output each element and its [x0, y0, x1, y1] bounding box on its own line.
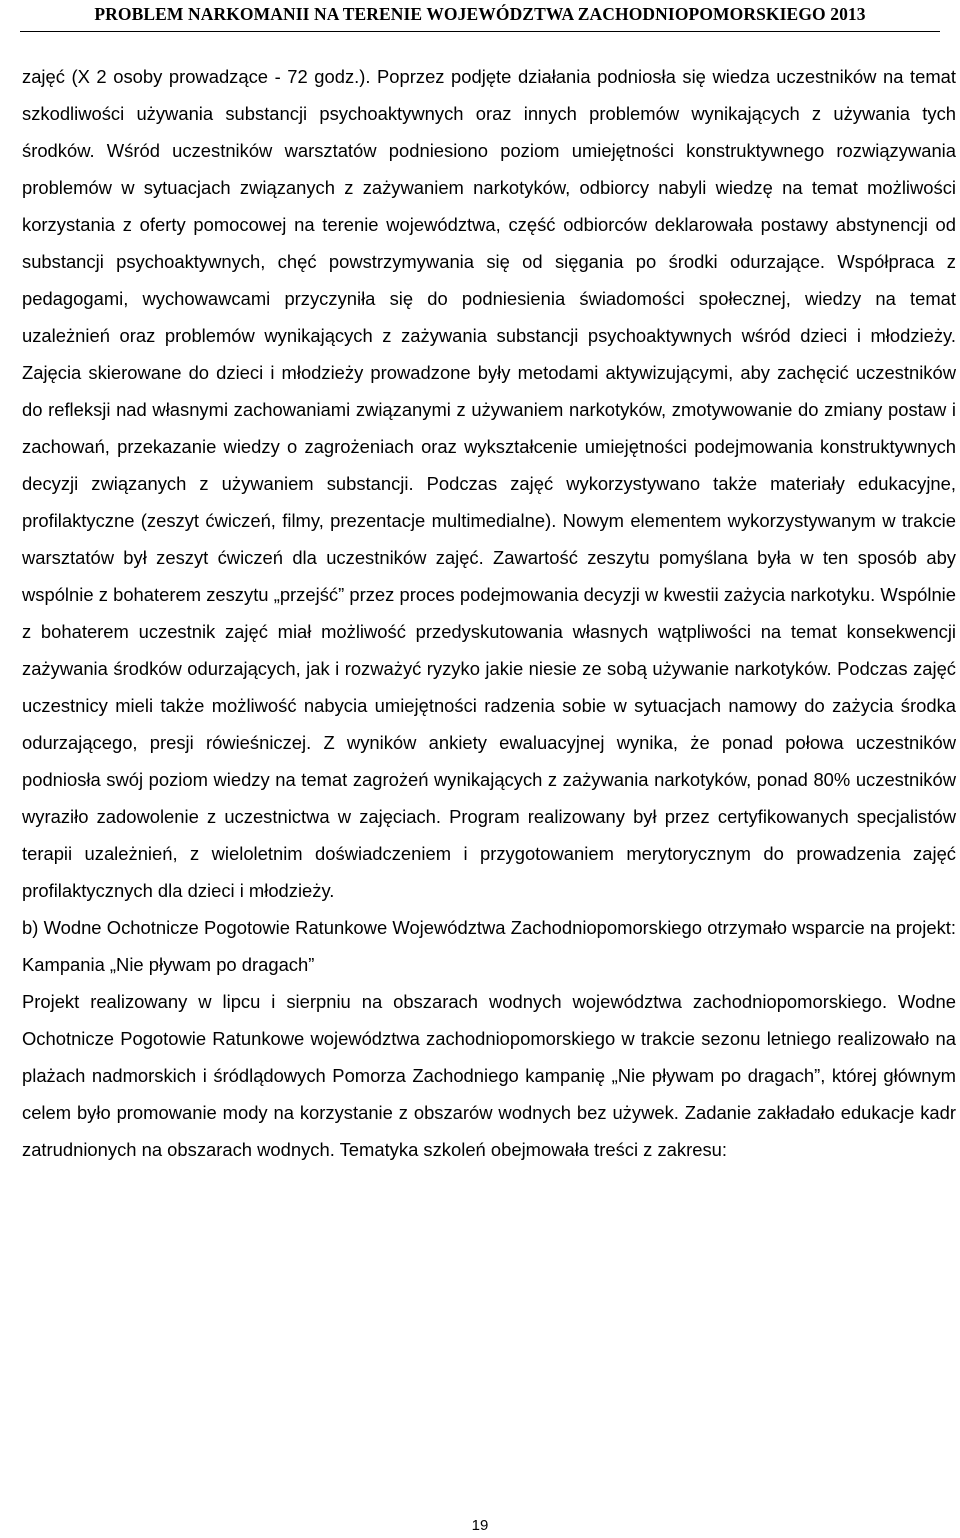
page-number: 19	[471, 1517, 489, 1534]
document-body	[22, 58, 956, 1168]
body-paragraph-project-description: Projekt realizowany w lipcu i sierpniu na obszarach wodnych województwa zachodniopomorskiego. Wodne Ochotnicze Pogotowie Ratunkowe województwa zachodniopomorskiego w trakcie sezonu letniego realizowało na plażach nadmorskich i śródlądowych Pomorza Zachodniego kampanię „Nie pływam po dragach”, której głównym celem było promowanie mody na korzystanie z obszarów wodnych bez używek. Zadanie zakładało edukacje kadr zatrudnionych na obszarach wodnych. Tematyka szkoleń obejmowała treści z zakresu:	[22, 991, 956, 1160]
body-paragraph-project-heading: b) Wodne Ochotnicze Pogotowie Ratunkowe Województwa Zachodniopomorskiego otrzymało wsparcie na projekt: Kampania „Nie pływam po dragach”	[22, 917, 956, 975]
body-paragraph-evaluation: zajęć (X 2 osoby prowadzące - 72 godz.). Poprzez podjęte działania podniosła się wiedza uczestników na temat szkodliwości używania substancji psychoaktywnych oraz innych problemów wynikających z używania tych środków. Wśród uczestników warsztatów podniesiono poziom umiejętności konstruktywnego rozwiązywania problemów w sytuacjach związanych z zażywaniem narkotyków, odbiorcy nabyli wiedzę na temat możliwości korzystania z oferty pomocowej na terenie województwa, część odbiorców deklarowała postawy abstynencji od substancji psychoaktywnych, chęć powstrzymywania się od sięgania po środki odurzające. Współpraca z pedagogami, wychowawcami przyczyniła się do podniesienia świadomości społecznej, wiedzy na temat uzależnień oraz problemów wynikających z zażywania substancji psychoaktywnych wśród dzieci i młodzieży. Zajęcia skierowane do dzieci i młodzieży prowadzone były metodami aktywizującymi, aby zachęcić uczestników do refleksji nad własnymi zachowaniami związanymi z używaniem narkotyków, zmotywowanie do zmiany postaw i zachowań, przekazanie wiedzy o zagrożeniach oraz wykształcenie umiejętności podejmowania konstruktywnych decyzji związanych z używaniem substancji. Podczas zajęć wykorzystywano także materiały edukacyjne, profilaktyczne (zeszyt ćwiczeń, filmy, prezentacje multimedialne). Nowym elementem wykorzystywanym w trakcie warsztatów był zeszyt ćwiczeń dla uczestników zajęć. Zawartość zeszytu pomyślana była w ten sposób aby wspólnie z bohaterem zeszytu „przejść” przez proces podejmowania decyzji w kwestii zażycia narkotyku. Wspólnie z bohaterem uczestnik zajęć miał możliwość przedyskutowania własnych wątpliwości na temat konsekwencji zażywania środków odurzających, jak i rozważyć ryzyko jakie niesie ze sobą używanie narkotyków. Podczas zajęć uczestnicy mieli także możliwość nabycia umiejętności radzenia sobie w sytuacjach namowy do zażycia środka odurzającego, presji rówieśniczej. Z wyników ankiety ewaluacyjnej wynika, że ponad połowa uczestników podniosła swój poziom wiedzy na temat zagrożeń wynikających z zażywania narkotyków, ponad 80% uczestników wyraziło zadowolenie z uczestnictwa w zajęciach. Program realizowany był przez certyfikowanych specjalistów terapii uzależnień, z wieloletnim doświadczeniem i przygotowaniem merytorycznym do prowadzenia zajęć profilaktycznych dla dzieci i młodzieży.	[22, 66, 956, 901]
running-header: PROBLEM NARKOMANII NA TERENIE WOJEWÓDZTWA ZACHODNIOPOMORSKIEGO 2013	[94, 4, 866, 24]
header-rule	[20, 31, 940, 32]
